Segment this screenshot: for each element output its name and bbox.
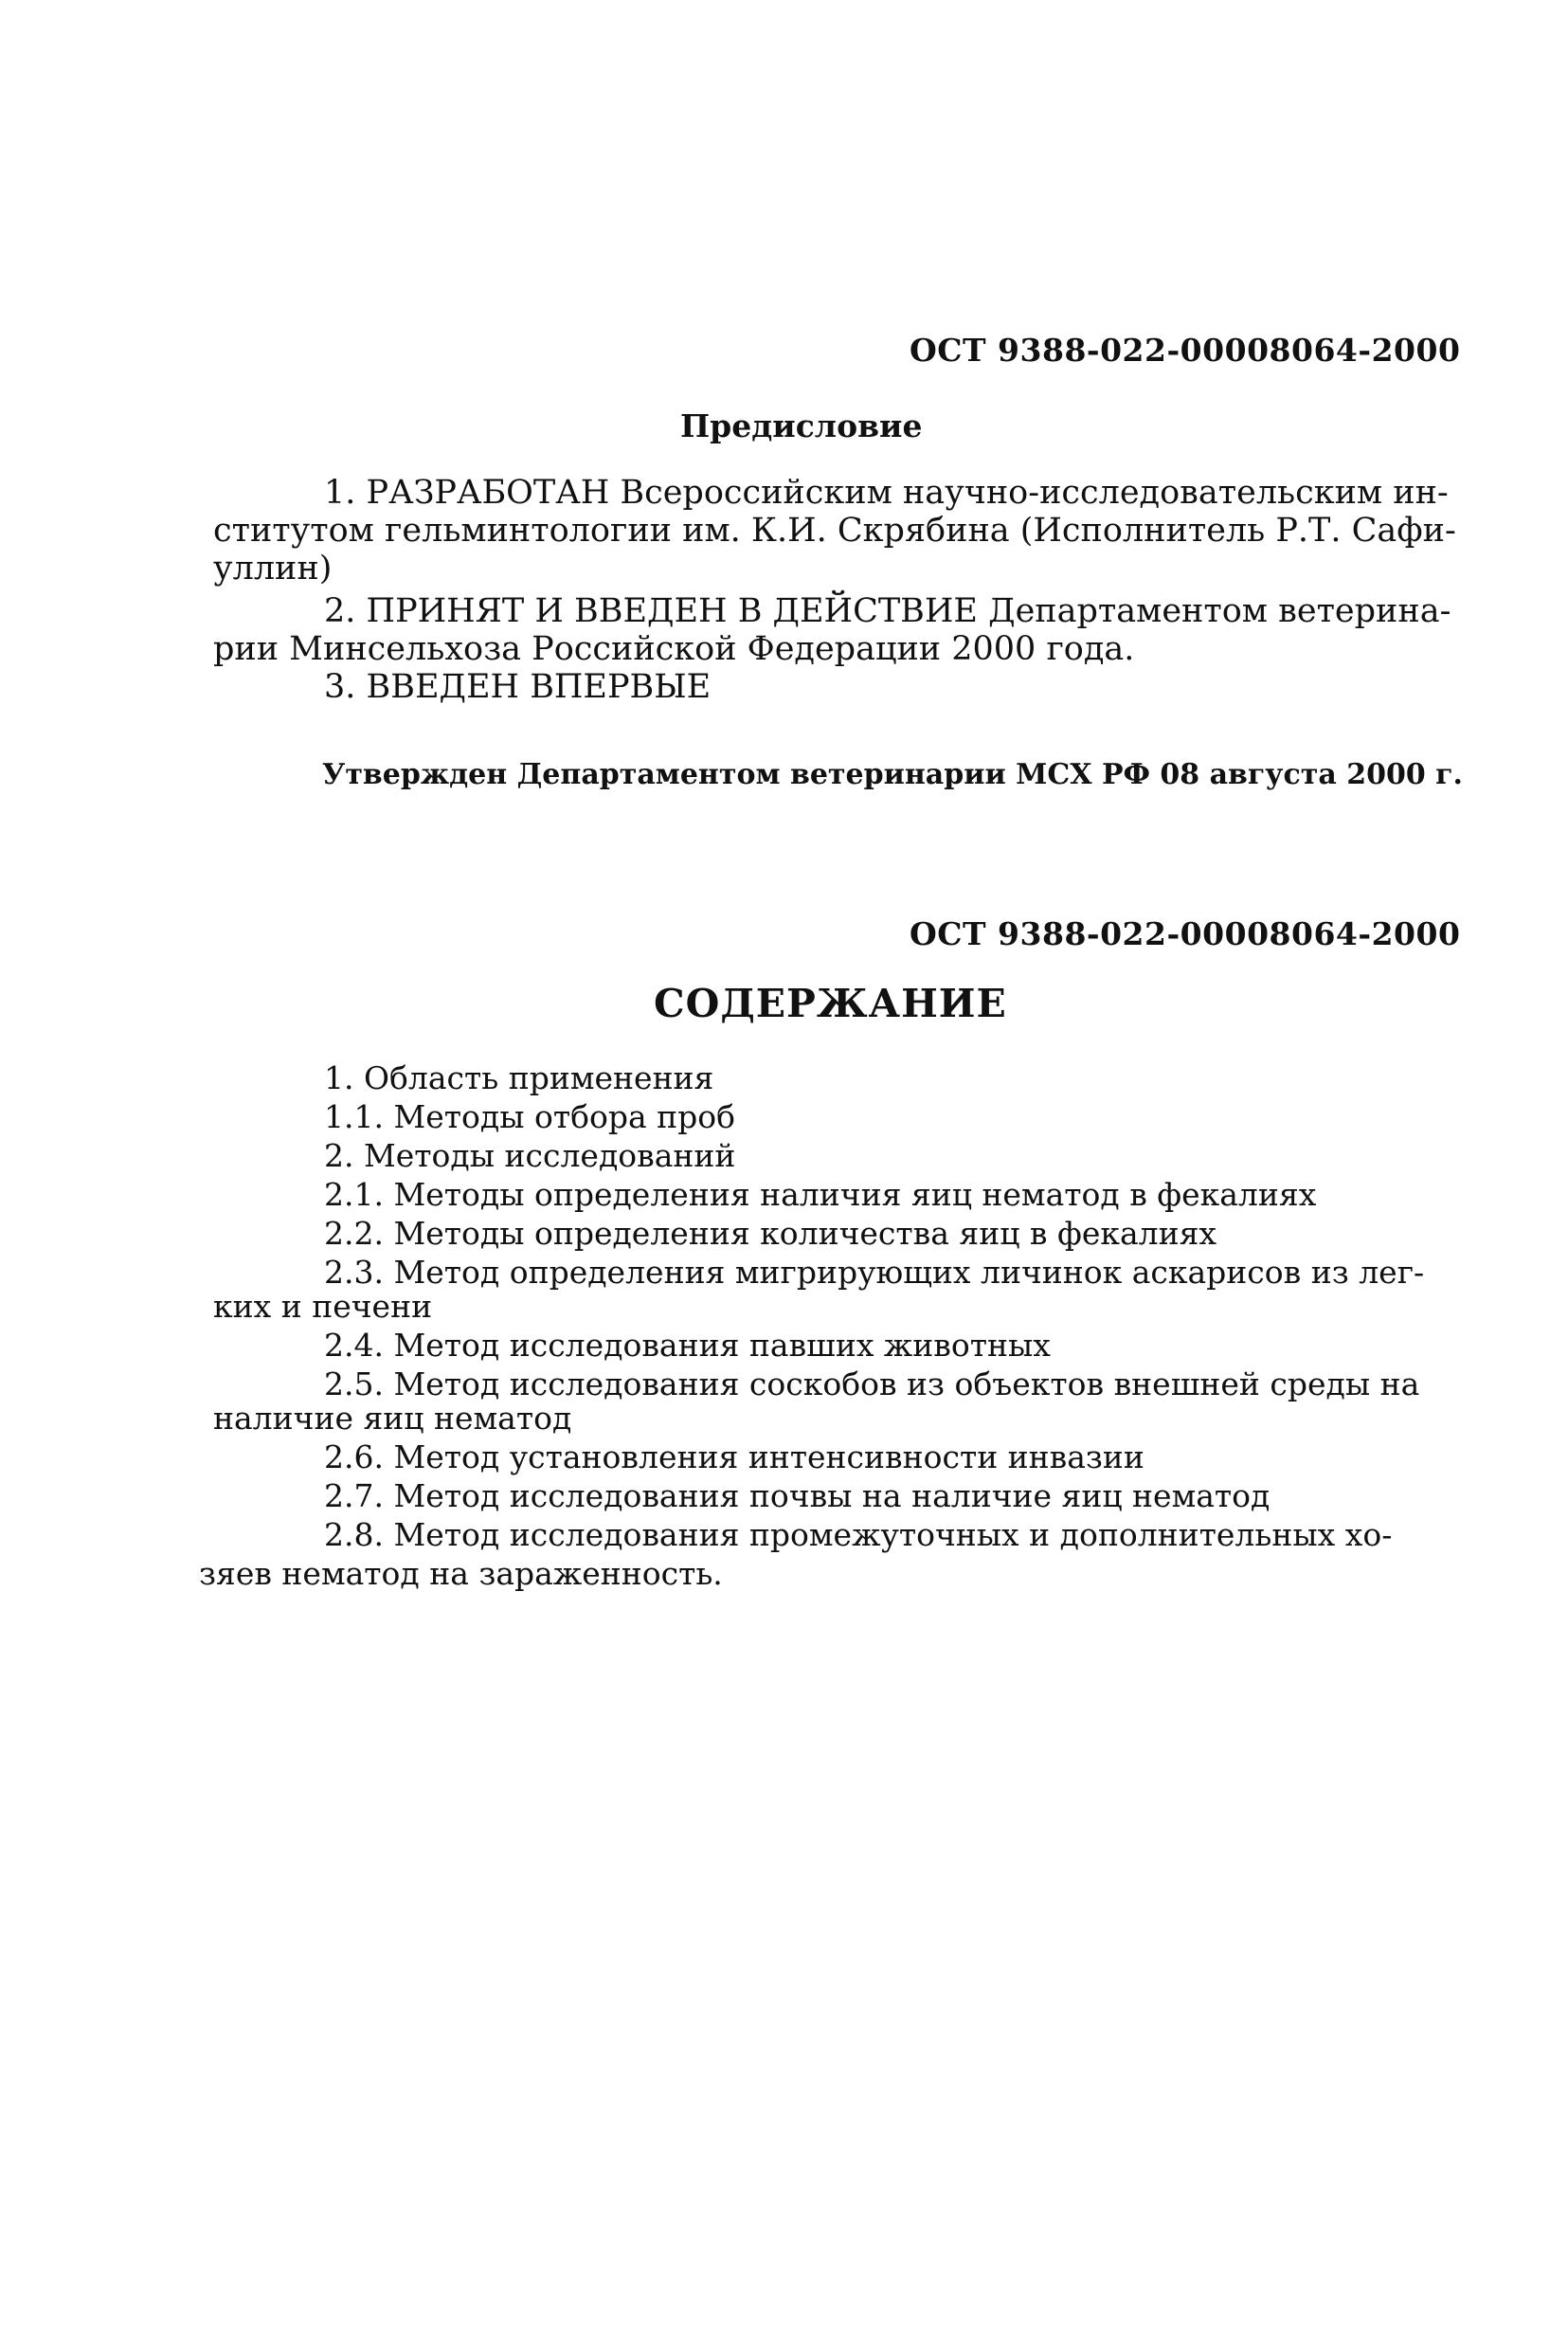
foreword-item-3 xyxy=(324,668,711,706)
toc-item-continued: наличие яиц нематод xyxy=(213,1400,572,1437)
toc-item: 2.3. Метод определения мигрирующих личинок аскарисов из лег- xyxy=(324,1254,1425,1291)
foreword-item-2 xyxy=(324,592,1451,630)
foreword-heading: Предисловие xyxy=(680,407,923,444)
document-code: ОСТ 9388-022-00008064-2000 xyxy=(910,332,1461,369)
item-lead: ВВЕДЕН ВПЕРВЫЕ xyxy=(366,668,712,706)
item-lead: ПРИНЯТ И ВВЕДЕН В ДЕЙСТВИЕ xyxy=(366,592,978,630)
item-text: Департаментом ветерина- xyxy=(977,592,1451,630)
toc-item: 1.1. Методы отбора проб xyxy=(324,1098,735,1135)
foreword-item-1-line2: ститутом гельминтологии им. К.И. Скрябина (Исполнитель Р.Т. Сафи- xyxy=(213,512,1456,550)
toc-item: 2.8. Метод исследования промежуточных и дополнительных хо- xyxy=(324,1516,1393,1553)
toc-item-continued: зяев нематод на зараженность. xyxy=(199,1555,723,1592)
foreword-item-1 xyxy=(324,474,1449,512)
toc-item: 2.1. Методы определения наличия яиц нематод в фекалиях xyxy=(324,1176,1317,1213)
toc-item: 2.4. Метод исследования павших животных xyxy=(324,1327,1051,1364)
toc-item: 2. Методы исследований xyxy=(324,1137,736,1174)
document-code-2: ОСТ 9388-022-00008064-2000 xyxy=(910,915,1461,952)
item-number: 2. xyxy=(324,592,356,630)
item-number: 1. xyxy=(324,474,356,512)
toc-item: 2.5. Метод исследования соскобов из объектов внешней среды на xyxy=(324,1365,1420,1402)
toc-item: 2.2. Методы определения количества яиц в фекалиях xyxy=(324,1215,1217,1252)
toc-item: 2.7. Метод исследования почвы на наличие яиц нематод xyxy=(324,1477,1271,1514)
item-number: 3. xyxy=(324,668,356,706)
item-text: Всероссийским научно-исследовательским ин- xyxy=(609,474,1449,512)
toc-item: 1. Область применения xyxy=(324,1059,714,1096)
item-lead: РАЗРАБОТАН xyxy=(366,474,610,512)
foreword-item-1-line3: уллин) xyxy=(213,550,333,588)
approval-note: Утвержден Департаментом ветеринарии МСХ РФ 08 августа 2000 г. xyxy=(322,758,1463,791)
foreword-item-2-line2: рии Минсельхоза Российской Федерации 2000 года. xyxy=(213,630,1135,668)
toc-item-continued: ких и печени xyxy=(213,1288,433,1325)
toc-item: 2.6. Метод установления интенсивности инвазии xyxy=(324,1438,1144,1475)
contents-heading: СОДЕРЖАНИЕ xyxy=(654,981,1007,1026)
